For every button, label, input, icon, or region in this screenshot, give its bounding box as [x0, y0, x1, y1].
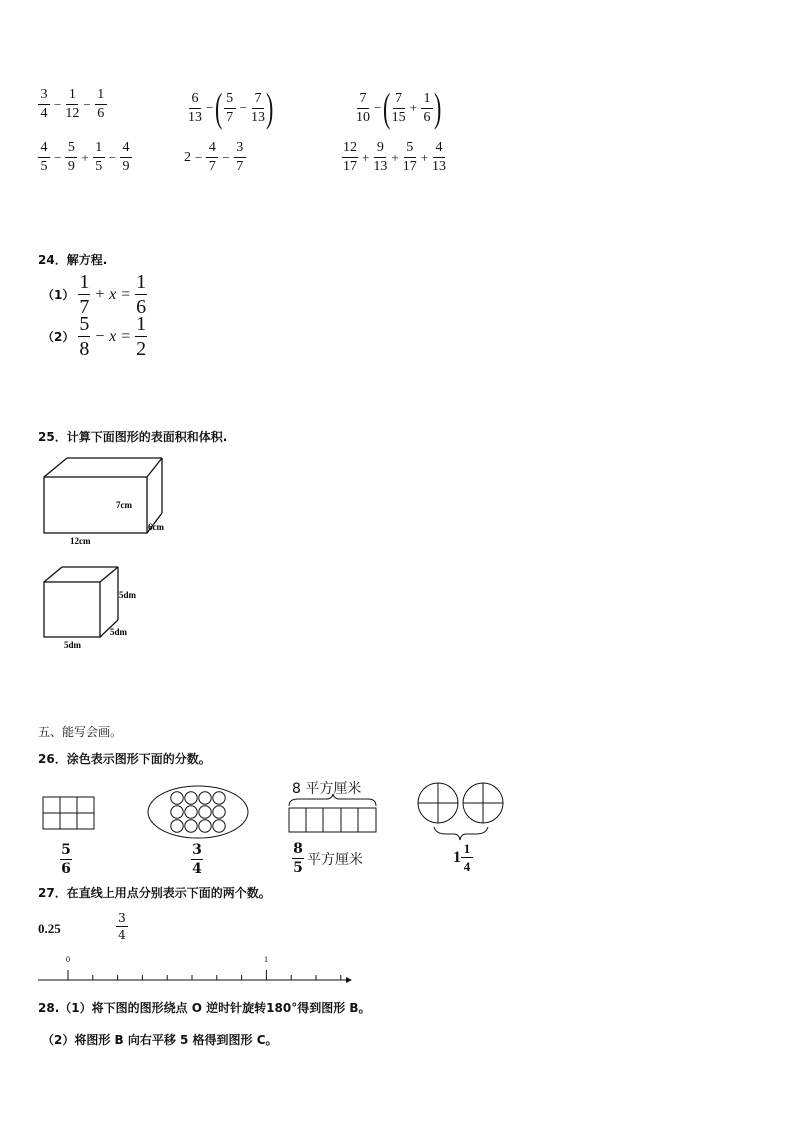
small-circle [185, 806, 197, 818]
depth-label: 6cm [148, 522, 164, 532]
left-paren: ( [215, 85, 223, 130]
fraction: $\frac{7}{10}$ [356, 90, 370, 125]
fraction: $\frac{3}{7}$ [234, 141, 246, 174]
fraction: $\frac{6}{13}$ [188, 90, 202, 125]
small-circle [199, 806, 211, 818]
tick-label-0: 0 [66, 955, 70, 964]
expression-2: $\frac{6}{13}$ − ( $\frac{5}{7}$ − $\frac{7}{13}$ ) [188, 85, 274, 130]
small-circle [171, 820, 183, 832]
question-26-title: 26．涂色表示图形下面的分数。 [38, 752, 211, 766]
brace-rectangle [286, 794, 382, 834]
number-2: $\frac{3}{4}$ [116, 912, 128, 941]
area-fraction-label: $\frac{8}{5}$ 平方厘米 [293, 841, 363, 876]
area-total-label: 8 平方厘米 [292, 781, 362, 797]
number-1: 0.25 [38, 921, 61, 936]
fraction: $\frac{5}{17}$ [402, 140, 417, 174]
expression-6: $\frac{12}{17}$ + $\frac{9}{13}$ + $\frac{5}{17}$ + $\frac{4}{13}$ [343, 140, 447, 174]
fraction: $\frac{1}{5}$ [93, 141, 105, 174]
fraction: $\frac{1}{6}$ [421, 92, 433, 125]
question-28-part-1: 28.（1）将下图的图形绕点 O 逆时针旋转180°得到图形 B。 [38, 1001, 371, 1015]
fraction: $\frac{4}{5}$ [38, 141, 50, 174]
small-circle [199, 792, 211, 804]
two-quartered-circles [414, 782, 508, 848]
fraction-label: $\frac{5}{6}$ [61, 842, 71, 877]
length-label: 12cm [70, 536, 91, 546]
length-label: 5dm [64, 640, 82, 650]
number-line[interactable] [30, 950, 360, 990]
fraction-label: $\frac{3}{4}$ [192, 842, 202, 877]
fraction: $\frac{1}{7}$ [79, 271, 90, 318]
question-28-part-2: （2）将图形 B 向右平移 5 格得到图形 C。 [42, 1033, 278, 1047]
right-paren: ) [266, 85, 274, 130]
fraction: $\frac{1}{12}$ [65, 87, 80, 121]
fraction: $\frac{7}{15}$ [391, 90, 406, 125]
fraction: $\frac{1}{6}$ [136, 271, 147, 318]
fraction: $\frac{5}{9}$ [65, 141, 77, 174]
depth-label: 5dm [110, 627, 128, 637]
height-label: 5dm [119, 590, 137, 600]
fraction: $\frac{1}{6}$ [95, 88, 107, 121]
small-circle [171, 792, 183, 804]
expression-5: 2 − $\frac{4}{7}$ − $\frac{3}{7}$ [184, 141, 246, 174]
height-label: 7cm [116, 500, 132, 510]
fraction: $\frac{4}{9}$ [120, 141, 132, 174]
small-circle [185, 792, 197, 804]
fraction: $\frac{3}{4}$ [38, 88, 50, 121]
cuboid-figure [30, 450, 190, 550]
question-25-title: 25．计算下面图形的表面积和体积. [38, 430, 228, 444]
fraction: $\frac{1}{2}$ [136, 313, 147, 360]
expression-1: $\frac{3}{4}$ − $\frac{1}{12}$ − $\frac{1}{6}$ [38, 88, 107, 121]
small-circle [213, 806, 225, 818]
fraction: $\frac{5}{8}$ [79, 313, 90, 360]
small-circle [171, 806, 183, 818]
small-circle [213, 792, 225, 804]
right-paren: ) [434, 85, 442, 130]
left-paren: ( [383, 85, 391, 130]
mixed-number-label: 1 $\frac{1}{4}$ [453, 842, 473, 873]
tick-label-1: 1 [264, 955, 268, 964]
question-24-title: 24．解方程. [38, 253, 108, 267]
section-5-title: 五、能写会画。 [38, 725, 123, 739]
small-circle [213, 820, 225, 832]
fraction: $\frac{12}{17}$ [343, 140, 357, 174]
question-27-title: 27．在直线上用点分别表示下面的两个数。 [38, 886, 271, 900]
expression-3: $\frac{7}{10}$ − ( $\frac{7}{15}$ + $\frac{1}{6}$ ) [356, 85, 442, 130]
equation-1: （1） $\frac{1}{7}$ + x = $\frac{1}{6}$ [42, 271, 147, 318]
ellipse-circles [146, 784, 250, 840]
fraction: $\frac{5}{7}$ [224, 92, 236, 125]
fraction: $\frac{7}{13}$ [251, 90, 266, 125]
fraction: $\frac{4}{7}$ [206, 141, 218, 174]
small-circle [199, 820, 211, 832]
fraction: $\frac{4}{13}$ [432, 140, 447, 174]
cube-figure [30, 562, 160, 654]
grid-rectangle [42, 796, 96, 832]
small-circle [185, 820, 197, 832]
expression-4: $\frac{4}{5}$ − $\frac{5}{9}$ + $\frac{1}{5}$ − $\frac{4}{9}$ [38, 141, 132, 174]
fraction: $\frac{9}{13}$ [373, 140, 388, 174]
equation-2: （2） $\frac{5}{8}$ − x = $\frac{1}{2}$ [42, 313, 147, 360]
